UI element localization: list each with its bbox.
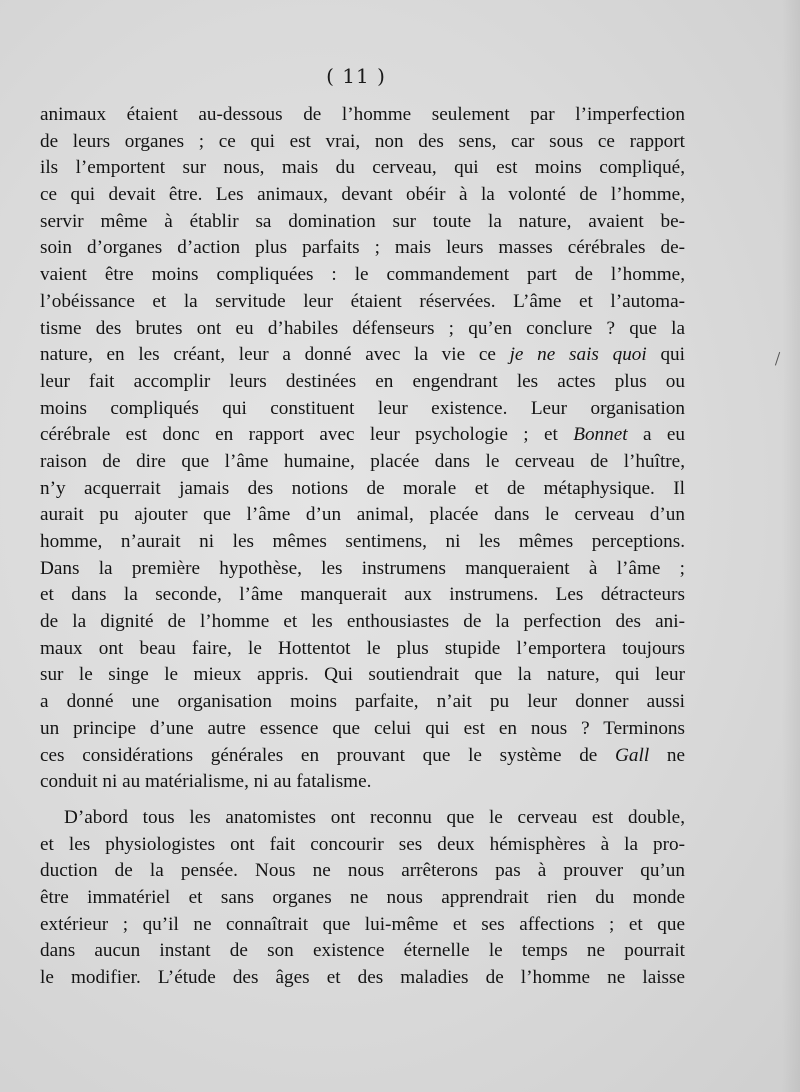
text-line: vaient être moins compliquées : le commandement part de l’homme, — [40, 264, 685, 286]
page-number: ( 11 ) — [326, 64, 386, 88]
paragraph-gap — [40, 796, 685, 805]
text-line: a donné une organisation moins parfaite, n’ait pu leur donner aussi — [40, 691, 685, 713]
text-segment: qui — [646, 344, 685, 366]
text-line: Dans la première hypothèse, les instrumens manqueraient à l’âme ; — [40, 557, 685, 579]
text-segment: nature, en les créant, leur a donné avec la vie ce — [40, 344, 510, 366]
text-line: de leurs organes ; ce qui est vrai, non des sens, car sous ce rapport — [40, 130, 685, 152]
text-segment: a eu — [627, 424, 685, 446]
text-line: conduit ni au matérialisme, ni au fatalisme. — [40, 771, 372, 793]
text-line: un principe d’une autre essence que celui qui est en nous ? Terminons — [40, 717, 685, 739]
paragraph-1 — [40, 102, 685, 796]
text-line: animaux étaient au-dessous de l’homme seulement par l’imperfection — [40, 104, 685, 125]
text-line: le modifier. L’étude des âges et des maladies de l’homme ne laisse — [40, 967, 685, 988]
text-line: sur le singe le mieux appris. Qui soutiendrait que la nature, qui leur — [40, 664, 685, 686]
text-line: maux ont beau faire, le Hottentot le plus stupide l’emportera toujours — [40, 637, 685, 659]
italic-term: je ne sais quoi — [509, 344, 647, 366]
text-line: dans aucun instant de son existence éternelle le temps ne pourrait — [40, 940, 685, 962]
text-line: et dans la seconde, l’âme manquerait aux instrumens. Les détracteurs — [40, 584, 685, 606]
text-line: ils l’emportent sur nous, mais du cerveau, qui est moins compliqué, — [40, 157, 685, 179]
text-line: l’obéissance et la servitude leur étaient réservées. L’âme et l’automa- — [40, 290, 685, 312]
text-line: D’abord tous les anatomistes ont reconnu que le cerveau est double, — [64, 806, 685, 828]
text-line: de la dignité de l’homme et les enthousiastes de la perfection des ani- — [40, 611, 685, 633]
text-line: homme, n’aurait ni les mêmes sentimens, ni les mêmes perceptions. — [40, 531, 685, 552]
body-text — [40, 102, 685, 992]
text-line: ce qui devait être. Les animaux, devant obéir à la volonté de l’homme, — [40, 184, 685, 206]
text-line: leur fait accomplir leurs destinées en engendrant les actes plus ou — [40, 370, 685, 392]
italic-term: Gall — [615, 744, 650, 766]
text-line: raison de dire que l’âme humaine, placée dans le cerveau de l’huître, — [40, 450, 685, 472]
text-line — [40, 422, 685, 449]
text-line — [40, 342, 685, 369]
text-segment: ces considérations générales en prouvant que le système de — [40, 744, 616, 766]
text-line: et les physiologistes ont fait concourir ses deux hémisphères à la pro- — [40, 833, 685, 855]
margin-pencil-mark — [775, 352, 782, 366]
text-line: aurait pu ajouter que l’âme d’un animal, placée dans le cerveau d’un — [40, 504, 685, 526]
italic-term: Bonnet — [573, 424, 628, 446]
text-line: extérieur ; qu’il ne connaîtrait que lui-même et ses affections ; et que — [40, 913, 685, 935]
text-segment: ne — [649, 744, 685, 766]
text-line: moins compliqués qui constituent leur existence. Leur organisation — [40, 397, 685, 419]
text-line — [40, 743, 685, 770]
text-line: servir même à établir sa domination sur toute la nature, avaient be- — [40, 210, 685, 232]
text-line: n’y acquerrait jamais des notions de morale et de métaphysique. Il — [40, 477, 685, 499]
text-line: soin d’organes d’action plus parfaits ; mais leurs masses cérébrales de- — [40, 237, 685, 259]
text-line: tisme des brutes ont eu d’habiles défenseurs ; qu’en conclure ? que la — [40, 317, 685, 339]
page-edge-shadow — [782, 0, 800, 1092]
text-segment: cérébrale est donc en rapport avec leur psychologie ; et — [40, 424, 574, 446]
paragraph-2 — [40, 805, 685, 992]
text-line: être immatériel et sans organes ne nous apprendrait rien du monde — [40, 886, 685, 908]
text-line: duction de la pensée. Nous ne nous arrêterons pas à prouver qu’un — [40, 860, 685, 882]
